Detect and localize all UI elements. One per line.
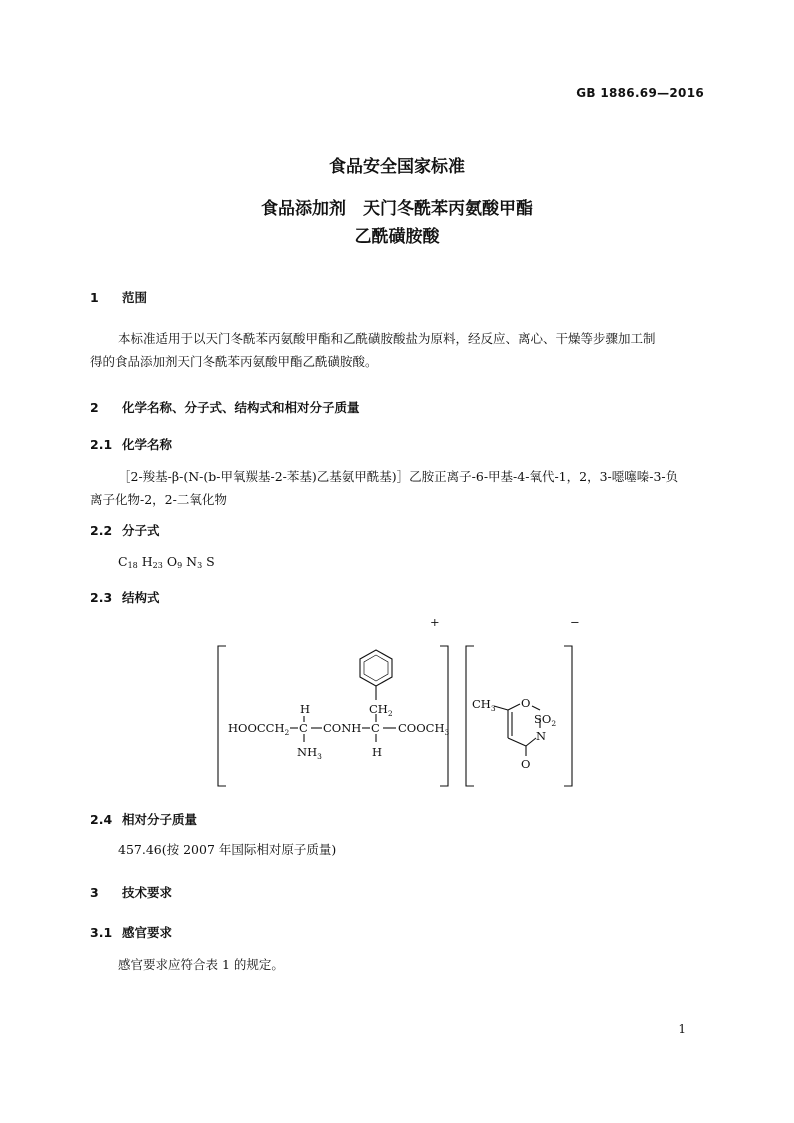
- section-3-1-heading: [90, 923, 172, 941]
- section-title: 结构式: [122, 590, 160, 605]
- carbonyl-oxygen-label: O: [521, 757, 531, 771]
- molecular-mass-value: 457.46(按 2007 年国际相对原子质量): [118, 842, 337, 857]
- section-2-2-heading: [90, 521, 160, 539]
- sensory-requirements-text: 感官要求应符合表 1 的规定。: [118, 957, 284, 972]
- section-title: 分子式: [122, 523, 160, 538]
- anion-charge: −: [570, 615, 580, 629]
- section-number: 3: [90, 885, 99, 900]
- amino-group: $NH_3$: [297, 745, 322, 761]
- section-number: 2: [90, 400, 99, 415]
- hooc-group: $HOOCCH_2$: [228, 721, 290, 737]
- section-number: 2.1: [90, 437, 113, 452]
- so2-group: $SO_2$: [534, 712, 557, 728]
- anion-left-bracket: [466, 646, 474, 786]
- methyl-group: $CH_3$: [472, 697, 496, 713]
- methylene-group: $CH_2$: [369, 702, 393, 718]
- section-2-1-heading: [90, 435, 172, 453]
- chemical-name-line2: 离子化物-2，2-二氧化物: [90, 492, 227, 507]
- section-number: 1: [90, 290, 99, 305]
- cation-right-bracket: [440, 646, 448, 786]
- anion-right-bracket: [564, 646, 572, 786]
- alpha-carbon-label: C: [299, 721, 308, 735]
- ring-oxygen-label: O: [521, 696, 531, 710]
- section-number: 2.2: [90, 523, 113, 538]
- section-2-3-heading: [90, 588, 160, 606]
- cation-charge: +: [430, 615, 440, 629]
- document-title-line3: 乙酰磺胺酸: [354, 227, 440, 247]
- section-3-heading: [90, 883, 172, 901]
- beta-h-label: H: [372, 745, 383, 759]
- cation-left-bracket: [218, 646, 226, 786]
- section-title: 化学名称、分子式、结构式和相对分子质量: [122, 400, 360, 415]
- standard-number: GB 1886.69—2016: [576, 86, 704, 100]
- section-2-4-heading: [90, 810, 197, 828]
- section-title: 相对分子质量: [122, 812, 198, 827]
- section-number: 2.3: [90, 590, 113, 605]
- alpha-h-label: H: [300, 702, 311, 716]
- section-1-heading: [90, 288, 147, 306]
- document-title-line2: 食品添加剂 天门冬酰苯丙氨酸甲酯: [261, 199, 533, 219]
- section-title: 感官要求: [122, 925, 173, 940]
- chemical-name-line1: ［2-羧基-β-(N-(b-甲氧羰基-2-苯基)乙基氨甲酰基)］乙胺正离子-6-甲基-4-氧代-1，2，3-噁噻嗪-3-负: [118, 469, 679, 484]
- scope-paragraph-line2: 得的食品添加剂天门冬酰苯丙氨酸甲酯乙酰磺胺酸。: [90, 354, 378, 369]
- section-2-heading: [90, 398, 360, 416]
- molecular-formula: $C_{18}$ $H_{23}$ $O_9$ $N_3$ S: [118, 554, 215, 570]
- ring-nitrogen-label: N: [536, 729, 547, 743]
- section-title: 技术要求: [122, 885, 173, 900]
- section-title: 范围: [122, 290, 148, 305]
- structural-formula: [0, 610, 794, 800]
- cooch3-group: $COOCH_3$: [398, 721, 450, 737]
- scope-paragraph-line1: 本标准适用于以天门冬酰苯丙氨酸甲酯和乙酰磺胺酸盐为原料，经反应、离心、干燥等步骤加工制: [118, 331, 656, 346]
- conh-group: CONH: [323, 721, 362, 735]
- page-number: 1: [678, 1022, 686, 1036]
- document-title-line1: 食品安全国家标准: [329, 157, 465, 177]
- section-title: 化学名称: [122, 437, 173, 452]
- section-number: 2.4: [90, 812, 113, 827]
- section-number: 3.1: [90, 925, 113, 940]
- beta-carbon-label: C: [371, 721, 380, 735]
